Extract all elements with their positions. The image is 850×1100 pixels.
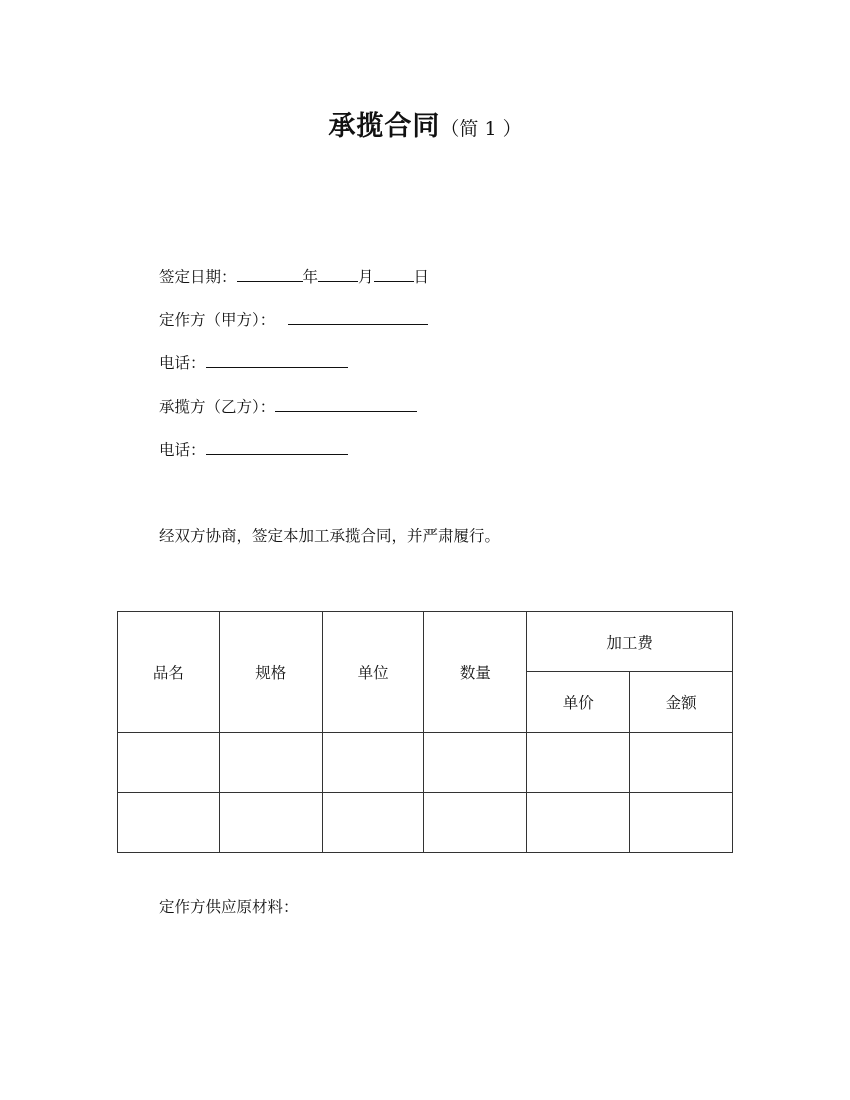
phone-a-line <box>159 353 348 373</box>
title-sub: （简 1 ） <box>440 118 522 140</box>
table-cell[interactable] <box>424 733 527 793</box>
month-label: 月 <box>358 268 374 286</box>
header-unit: 单位 <box>322 612 424 733</box>
header-processing-fee: 加工费 <box>527 612 733 672</box>
year-label: 年 <box>302 268 319 286</box>
materials-label: 定作方供应原材料： <box>159 898 299 916</box>
table-cell[interactable] <box>219 793 322 853</box>
phone-b-blank[interactable] <box>206 440 348 455</box>
party-a-line <box>159 310 428 330</box>
party-a-blank[interactable] <box>288 310 428 325</box>
year-blank[interactable] <box>237 267 303 282</box>
table-cell[interactable] <box>219 733 322 793</box>
document-title <box>0 104 850 143</box>
sign-date-label: 签定日期： <box>159 268 237 286</box>
party-b-label: 承揽方（乙方）： <box>159 398 276 416</box>
header-quantity: 数量 <box>424 612 527 733</box>
table-cell[interactable] <box>527 733 630 793</box>
header-amount: 金额 <box>630 672 733 733</box>
party-a-label: 定作方（甲方）： <box>159 311 276 329</box>
header-product: 品名 <box>118 612 220 733</box>
header-unit-price: 单价 <box>527 672 630 733</box>
party-b-blank[interactable] <box>275 397 417 412</box>
phone-b-label: 电话： <box>159 441 206 459</box>
sign-date-line <box>159 267 429 287</box>
table-row <box>118 733 733 793</box>
table-cell[interactable] <box>527 793 630 853</box>
table-cell[interactable] <box>630 733 733 793</box>
phone-a-blank[interactable] <box>206 353 348 368</box>
intro-paragraph: 经双方协商，签定本加工承揽合同，并严肃履行。 <box>159 527 501 545</box>
day-label: 日 <box>413 268 430 286</box>
phone-b-line <box>159 440 348 460</box>
table-header-row <box>118 612 733 672</box>
phone-a-label: 电话： <box>159 354 206 372</box>
header-spec: 规格 <box>219 612 322 733</box>
table-cell[interactable] <box>322 793 424 853</box>
table-cell[interactable] <box>424 793 527 853</box>
table-row <box>118 793 733 853</box>
day-blank[interactable] <box>374 267 414 282</box>
table-cell[interactable] <box>630 793 733 853</box>
processing-table <box>117 611 733 853</box>
table-cell[interactable] <box>322 733 424 793</box>
party-b-line <box>159 397 417 417</box>
table-cell[interactable] <box>118 733 220 793</box>
table-cell[interactable] <box>118 793 220 853</box>
title-main: 承揽合同 <box>328 111 441 142</box>
month-blank[interactable] <box>318 267 358 282</box>
